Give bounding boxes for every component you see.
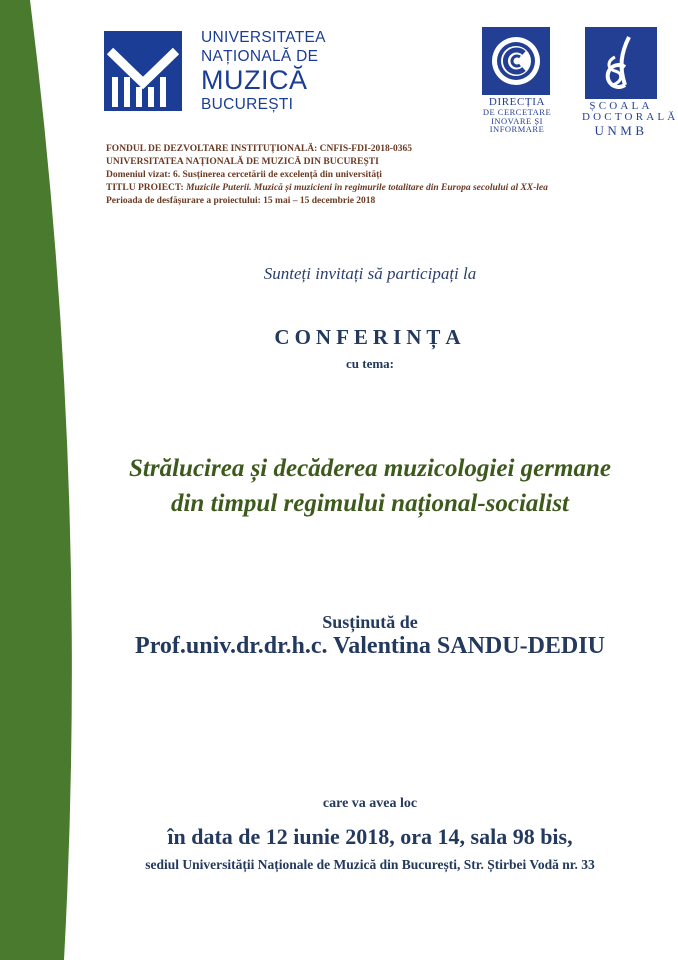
doctoral-school-name (582, 100, 678, 138)
university-name-line4: BUCUREȘTI (201, 96, 294, 113)
project-info (106, 143, 651, 208)
research-directorate-line4: INFORMARE (489, 124, 545, 134)
project-domain: Domeniul vizat: 6. Susținerea cercetării de excelență din universități (106, 170, 382, 180)
event-type-heading: CONFERINȚA (274, 325, 466, 349)
invitation-intro: Sunteți invitați să participați la (263, 264, 477, 283)
project-title-value: Muzicile Puterii. Muzică și muzicieni în regimurile totalitare din Europa secolului al XX-lea (186, 183, 548, 193)
event-date-time: în data de 12 iunie 2018, ora 14, sala 98 bis, (167, 824, 573, 849)
project-period: Perioada de desfășurare a proiectului: 15 mai – 15 decembrie 2018 (106, 196, 376, 206)
research-directorate-line2: DE CERCETARE (482, 107, 552, 117)
project-title-row (106, 182, 651, 195)
conference-title-line1: Strălucirea și decăderea muzicologiei germane (129, 455, 611, 482)
speaker-name: Prof.univ.dr.dr.h.c. Valentina SANDU-DEDIU (135, 633, 605, 659)
research-directorate-line1: DIRECȚIA (488, 96, 546, 108)
research-directorate-line3: INOVARE ȘI (491, 115, 543, 126)
doctoral-school-logo-icon (585, 27, 657, 99)
project-institution: UNIVERSITATEA NAȚIONALĂ DE MUZICĂ DIN BUCUREȘTI (106, 157, 379, 167)
unmb-logo-icon (104, 31, 182, 111)
event-address: sediul Universității Naționale de Muzică din București, Str. Știrbei Vodă nr. 33 (145, 857, 595, 872)
research-directorate-name (472, 97, 562, 134)
conference-title-line2: din timpul regimului național-socialist (170, 490, 569, 517)
project-fund: FONDUL DE DEZVOLTARE INSTITUȚIONALĂ: CNFIS-FDI-2018-0365 (106, 144, 412, 154)
venue-intro: care va avea loc (322, 796, 418, 811)
project-title-label: TITLU PROIECT: (106, 183, 184, 193)
doctoral-school-line2: DOCTORALĂ (582, 111, 678, 123)
presented-by-label: Susținută de (322, 612, 418, 632)
research-directorate-logo-icon (482, 27, 550, 95)
university-name-line2: NAȚIONALĂ DE (201, 47, 319, 65)
theme-label: cu tema: (345, 356, 394, 371)
university-name-line1: UNIVERSITATEA (201, 29, 326, 46)
doctoral-school-line3: UNMB (594, 123, 648, 138)
university-name (201, 30, 326, 116)
university-name-line3: MUZICĂ (201, 65, 308, 95)
doctoral-school-line1: ȘCOALA (589, 100, 653, 112)
